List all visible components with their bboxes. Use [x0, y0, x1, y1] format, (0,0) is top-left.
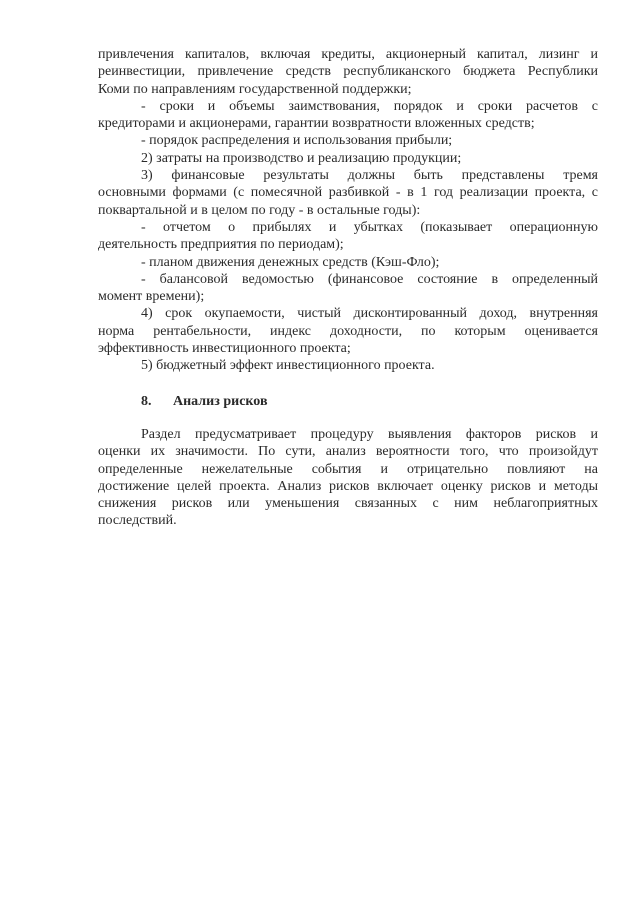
- text-line: оценки их значимости. По сути, анализ вероятности того, что произойдут: [98, 444, 598, 460]
- text-line: снижения рисков или уменьшения связанных с ним неблагоприятных: [98, 496, 598, 512]
- text-line: достижение целей проекта. Анализ рисков включает оценку рисков и методы: [98, 478, 598, 494]
- section-paragraph: [98, 426, 598, 530]
- text-line: 4) срок окупаемости, чистый дисконтированный доход, внутренняя: [141, 306, 598, 322]
- section-title: Анализ рисков: [173, 394, 268, 409]
- text-line: привлечения капиталов, включая кредиты, акционерный капитал, лизинг и: [98, 47, 598, 62]
- text-line: основными формами (с помесячной разбивкой - в 1 год реализации проекта, с: [98, 185, 598, 201]
- text-line: - планом движения денежных средств (Кэш-Фло);: [141, 254, 440, 270]
- text-line: эффективность инвестиционного проекта;: [98, 341, 351, 357]
- section-number: 8.: [141, 394, 152, 409]
- text-line: - балансовой ведомостью (финансовое состояние в определенный: [141, 271, 598, 287]
- text-line: определенные нежелательные события и отрицательно повлияют на: [98, 461, 598, 477]
- text-line: - порядок распределения и использования прибыли;: [141, 133, 453, 149]
- text-line: деятельность предприятия по периодам);: [98, 237, 344, 253]
- body-text-block: [98, 46, 598, 375]
- text-line: реинвестиции, привлечение средств республиканского бюджета Республики: [98, 64, 598, 80]
- text-line: кредиторами и акционерами, гарантии возвратности вложенных средств;: [98, 116, 535, 132]
- text-line: последствий.: [98, 513, 177, 529]
- text-line: 5) бюджетный эффект инвестиционного проекта.: [141, 358, 435, 374]
- text-line: поквартальной и в целом по году - в остальные годы):: [98, 202, 421, 218]
- text-line: - сроки и объемы заимствования, порядок и сроки расчетов с: [141, 98, 598, 114]
- text-line: Раздел предусматривает процедуру выявления факторов рисков и: [141, 427, 598, 442]
- text-line: 2) затраты на производство и реализацию продукции;: [141, 150, 462, 166]
- text-line: Коми по направлениям государственной поддержки;: [98, 81, 412, 97]
- text-line: норма рентабельности, индекс доходности, по которым оценивается: [98, 323, 598, 339]
- text-line: - отчетом о прибылях и убытках (показывает операционную: [141, 219, 598, 235]
- text-line: 3) финансовые результаты должны быть представлены тремя: [141, 168, 598, 184]
- text-line: момент времени);: [98, 289, 205, 305]
